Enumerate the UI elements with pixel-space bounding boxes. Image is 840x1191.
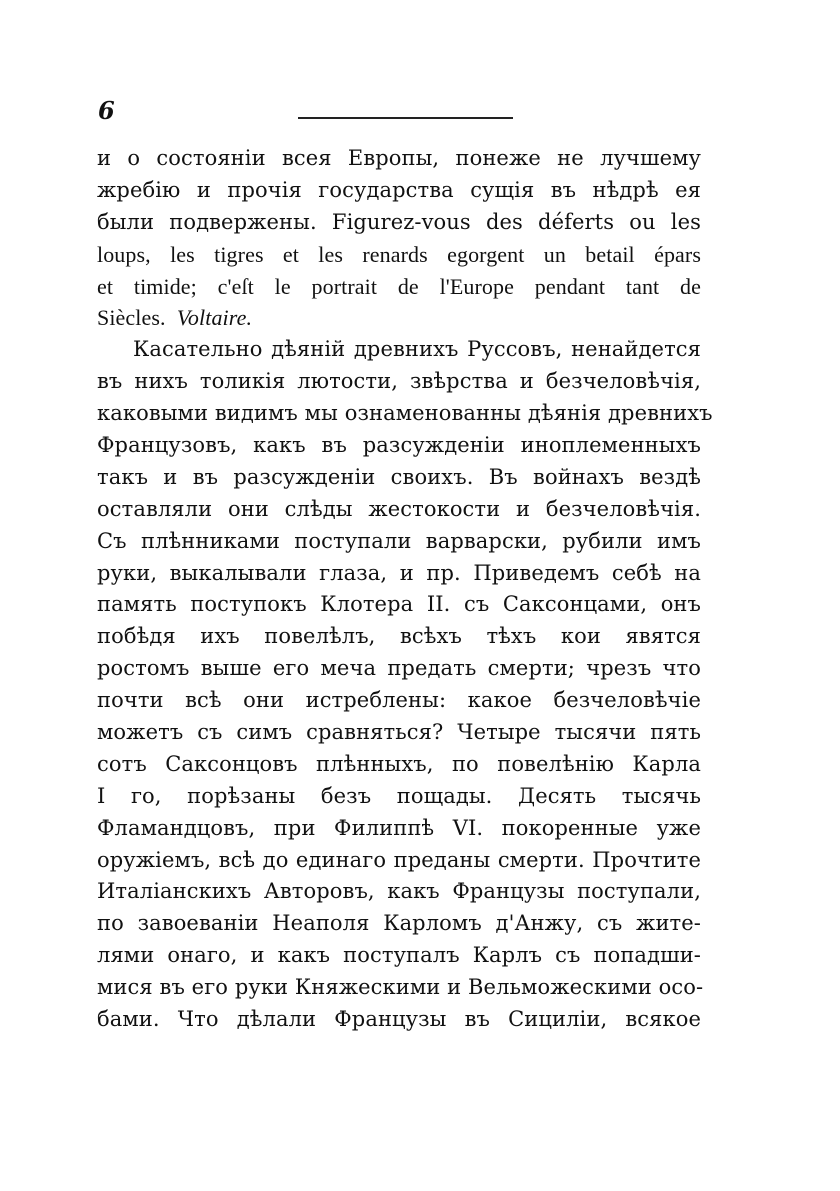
text-line: почти всѣ они истреблены: какое безчеловѣчiе <box>97 688 701 713</box>
text-line: бами. Что дѣлали Французы въ Сицилiи, всякое <box>97 1007 701 1032</box>
text-line: Италiанскихъ Авторовъ, какъ Французы поступали, <box>97 879 701 904</box>
text-line: жребiю и прочiя государства сущiя въ нѣдрѣ ея <box>97 177 701 202</box>
text-line: ростомъ выше его меча предать смерти; чрезъ что <box>97 656 701 681</box>
text-line: лями онаго, и какъ поступалъ Карлъ съ попадши- <box>97 943 701 968</box>
text-line: и о состоянiи всея Европы, понеже не лучшему <box>97 146 701 170</box>
text-line: побѣдя ихъ повелѣлъ, всѣхъ тѣхъ кои явятся <box>97 624 701 649</box>
text-line: были подвержены. Figurez-vous des déferts ou les <box>97 209 701 234</box>
text-line: сотъ Саксонцовъ плѣнныхъ, по повелѣнiю Карла <box>97 751 701 776</box>
text-line: руки, выкалывали глаза, и пр. Приведемъ себѣ на <box>97 560 701 585</box>
text-line: мися въ его руки Княжескими и Вельможескими осо- <box>97 975 704 1000</box>
text-line: по завоеванiи Неаполя Карломъ д'Анжу, съ жите- <box>97 911 701 936</box>
quote-end: Siècles. <box>97 305 166 331</box>
text-line: et timide; c'eſt le portrait de l'Europe pendant tant de <box>97 273 701 299</box>
text-line: память поступокъ Клотера II. съ Саксонцами, онъ <box>97 592 701 617</box>
header-rule <box>298 117 513 119</box>
text-line: Касательно дѣянiй древнихъ Руссовъ, ненайдется <box>133 337 701 362</box>
text-line: въ нихъ толикiя лютости, звѣрства и безчеловѣчiя, <box>97 369 701 394</box>
text-line: I го, порѣзаны безъ пощады. Десять тысячь <box>97 783 701 808</box>
text-line: Французовъ, какъ въ разсужденiи иноплеменныхъ <box>97 433 701 458</box>
text-line: loups, les tigres et les renards egorgent un betail épars <box>97 241 701 267</box>
page-body <box>97 143 713 1036</box>
text-line: такъ и въ разсужденiи своихъ. Въ войнахъ вездѣ <box>97 464 701 489</box>
text-line: оружiемъ, всѣ до единаго преданы смерти. Прочтите <box>97 847 701 872</box>
text-line <box>97 302 701 334</box>
paragraph-1 <box>97 143 701 334</box>
text-line: оставляли они слѣды жестокости и безчеловѣчiя. <box>97 496 701 521</box>
page-number: 6 <box>98 96 115 125</box>
attribution: Voltaire. <box>176 305 253 331</box>
text-line: можетъ съ симъ сравняться? Четыре тысячи пять <box>97 720 701 745</box>
text-line: каковыми видимъ мы ознаменованны дѣянiя древнихъ <box>97 401 713 426</box>
paragraph-2 <box>97 334 713 1036</box>
text-line: Съ плѣнниками поступали варварски, рубили имъ <box>97 528 701 553</box>
text-line: Фламандцовъ, при Филиппѣ VI. покоренные уже <box>97 815 701 840</box>
